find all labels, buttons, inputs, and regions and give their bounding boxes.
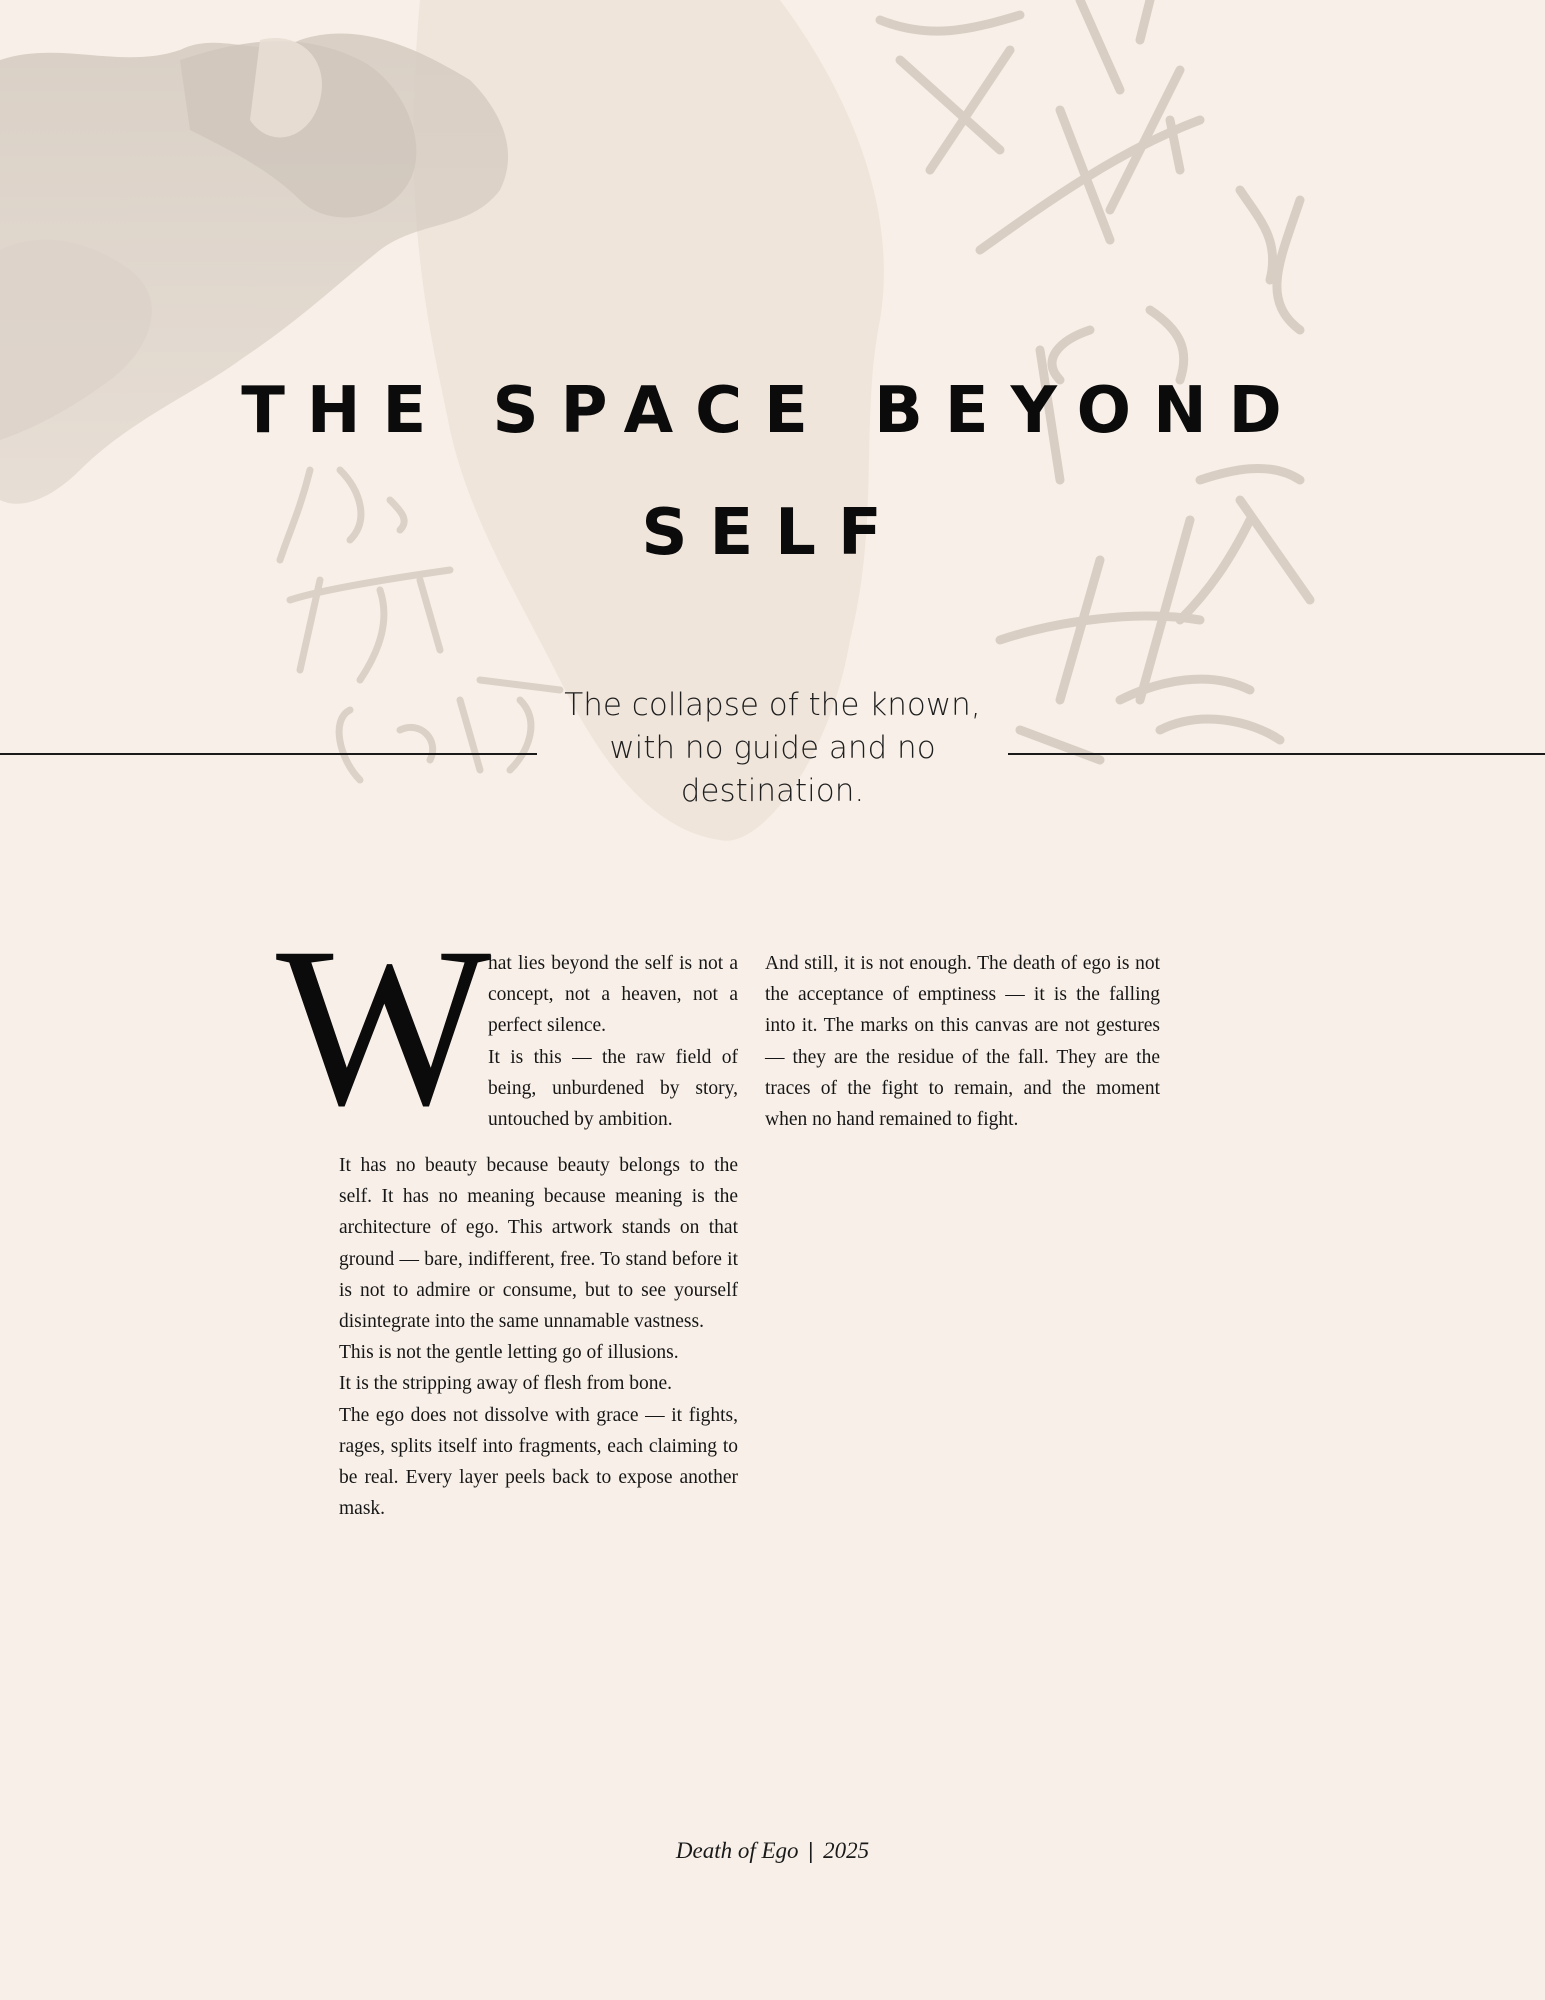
column-left-intro	[488, 948, 738, 1135]
footer-year: 2025	[823, 1838, 870, 1863]
subtitle-divider-right	[1008, 753, 1545, 755]
title-line-2: SELF	[641, 496, 904, 570]
column-left-body	[339, 1150, 738, 1524]
title-line-1: THE SPACE BEYOND	[241, 374, 1304, 448]
footer-caption	[0, 1838, 1545, 1864]
drop-cap: W	[276, 901, 492, 1153]
paragraph: It has no beauty because beauty belongs to the self. It has no meaning because meaning is the architecture of ego. This artwork stands on that ground — bare, indifferent, free. To stand before it is not to admire or consume, but to see yourself disintegrate into the same unnamable vastness.	[339, 1155, 738, 1333]
page-title	[0, 350, 1545, 594]
subtitle-divider-left	[0, 753, 537, 755]
footer-separator: |	[808, 1838, 814, 1863]
paragraph: The ego does not dissolve with grace — it fights, rages, splits itself into fragments, each claiming to be real. Every layer peels back to expose another mask.	[339, 1404, 738, 1520]
footer-work-title: Death of Ego	[675, 1838, 799, 1863]
column-right	[765, 948, 1160, 1135]
paragraph: It is this — the raw field of being, unburdened by story, untouched by ambition.	[488, 1046, 738, 1131]
paragraph: hat lies beyond the self is not a concept, not a heaven, not a perfect silence.	[488, 953, 738, 1037]
paragraph: This is not the gentle letting go of illusions.	[339, 1342, 679, 1364]
subtitle: The collapse of the known, with no guide and no destination.	[564, 687, 981, 809]
paragraph: It is the stripping away of flesh from bone.	[339, 1373, 673, 1395]
paragraph: And still, it is not enough. The death of ego is not the acceptance of emptiness — it is the falling into it. The marks on this canvas are not gestures — they are the residue of the fall. They are the traces of the fight to remain, and the moment when no hand remained to fight.	[765, 953, 1160, 1131]
